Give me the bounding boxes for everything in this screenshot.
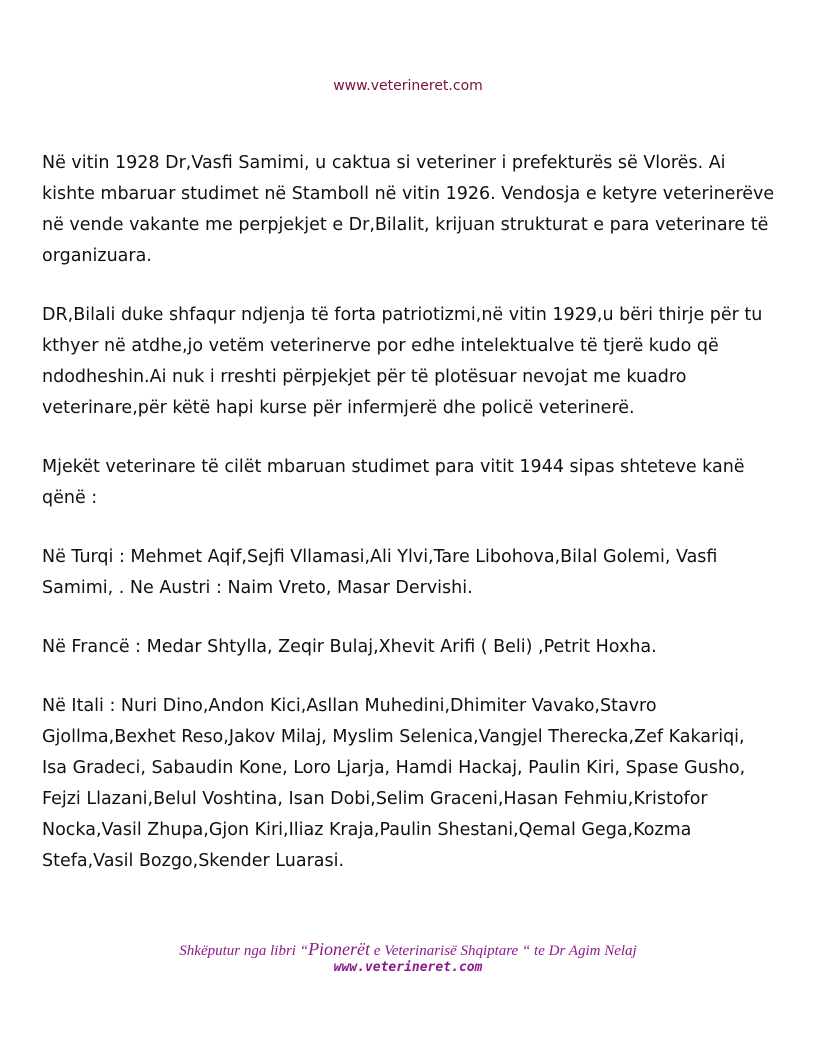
text-line: DR,Bilali duke shfaqur ndjenja të forta patriotizmi,në vitin 1929,u bëri thirje për tu bbox=[42, 305, 763, 325]
text-line: Mjekët veterinare të cilët mbaruan studimet para vitit 1944 sipas shteteve kanë bbox=[42, 457, 745, 477]
paragraph bbox=[42, 300, 782, 424]
text-line: veterinare,për këtë hapi kurse për infermjerë dhe policë veterinerë. bbox=[42, 398, 635, 418]
text-line: Në Turqi : Mehmet Aqif,Sejfi Vllamasi,Ali Ylvi,Tare Libohova,Bilal Golemi, Vasfi bbox=[42, 547, 718, 567]
text-line: Isa Gradeci, Sabaudin Kone, Loro Ljarja, Hamdi Hackaj, Paulin Kiri, Spase Gusho, bbox=[42, 758, 746, 778]
text-line: Stefa,Vasil Bozgo,Skender Luarasi. bbox=[42, 851, 345, 871]
paragraph bbox=[42, 148, 782, 272]
footer-book-rest: e Veterinarisë Shqiptare “ te Dr Agim Nelaj bbox=[370, 943, 637, 959]
text-line: kishte mbaruar studimet në Stamboll në vitin 1926. Vendosja e ketyre veterinerëve bbox=[42, 184, 775, 204]
footer-source-prefix: Shkëputur nga libri “ bbox=[179, 943, 309, 959]
text-line: Në vitin 1928 Dr,Vasfi Samimi, u caktua si veteriner i prefekturës së Vlorës. Ai bbox=[42, 153, 726, 173]
footer-book-first-word: Pionerët bbox=[308, 939, 371, 959]
text-line: kthyer në atdhe,jo vetëm veterinerve por edhe intelektualve të tjerë kudo që bbox=[42, 336, 719, 356]
text-line: Fejzi Llazani,Belul Voshtina, Isan Dobi,Selim Graceni,Hasan Fehmiu,Kristofor bbox=[42, 789, 708, 809]
text-line: Gjollma,Bexhet Reso,Jakov Milaj, Myslim Selenica,Vangjel Therecka,Zef Kakariqi, bbox=[42, 727, 745, 747]
document-body bbox=[42, 148, 782, 905]
paragraph bbox=[42, 632, 782, 663]
text-line: ndodheshin.Ai nuk i rreshti përpjekjet për të plotësuar nevojat me kuadro bbox=[42, 367, 687, 387]
paragraph bbox=[42, 452, 782, 514]
text-line: në vende vakante me perpjekjet e Dr,Bilalit, krijuan strukturat e para veterinare të bbox=[42, 215, 769, 235]
text-line: Në Francë : Medar Shtylla, Zeqir Bulaj,Xhevit Arifi ( Beli) ,Petrit Hoxha. bbox=[42, 637, 657, 657]
footer-site-url: www.veterineret.com bbox=[333, 960, 483, 975]
text-line: organizuara. bbox=[42, 246, 152, 266]
paragraph bbox=[42, 691, 782, 877]
paragraph bbox=[42, 542, 782, 604]
text-line: qënë : bbox=[42, 488, 98, 508]
text-line: Në Itali : Nuri Dino,Andon Kici,Asllan Muhedini,Dhimiter Vavako,Stavro bbox=[42, 696, 657, 716]
footer-source bbox=[0, 940, 816, 960]
text-line: Samimi, . Ne Austri : Naim Vreto, Masar Dervishi. bbox=[42, 578, 473, 598]
text-line: Nocka,Vasil Zhupa,Gjon Kiri,Iliaz Kraja,Paulin Shestani,Qemal Gega,Kozma bbox=[42, 820, 692, 840]
footer bbox=[0, 940, 816, 976]
header-site-url: www.veterineret.com bbox=[333, 78, 483, 94]
